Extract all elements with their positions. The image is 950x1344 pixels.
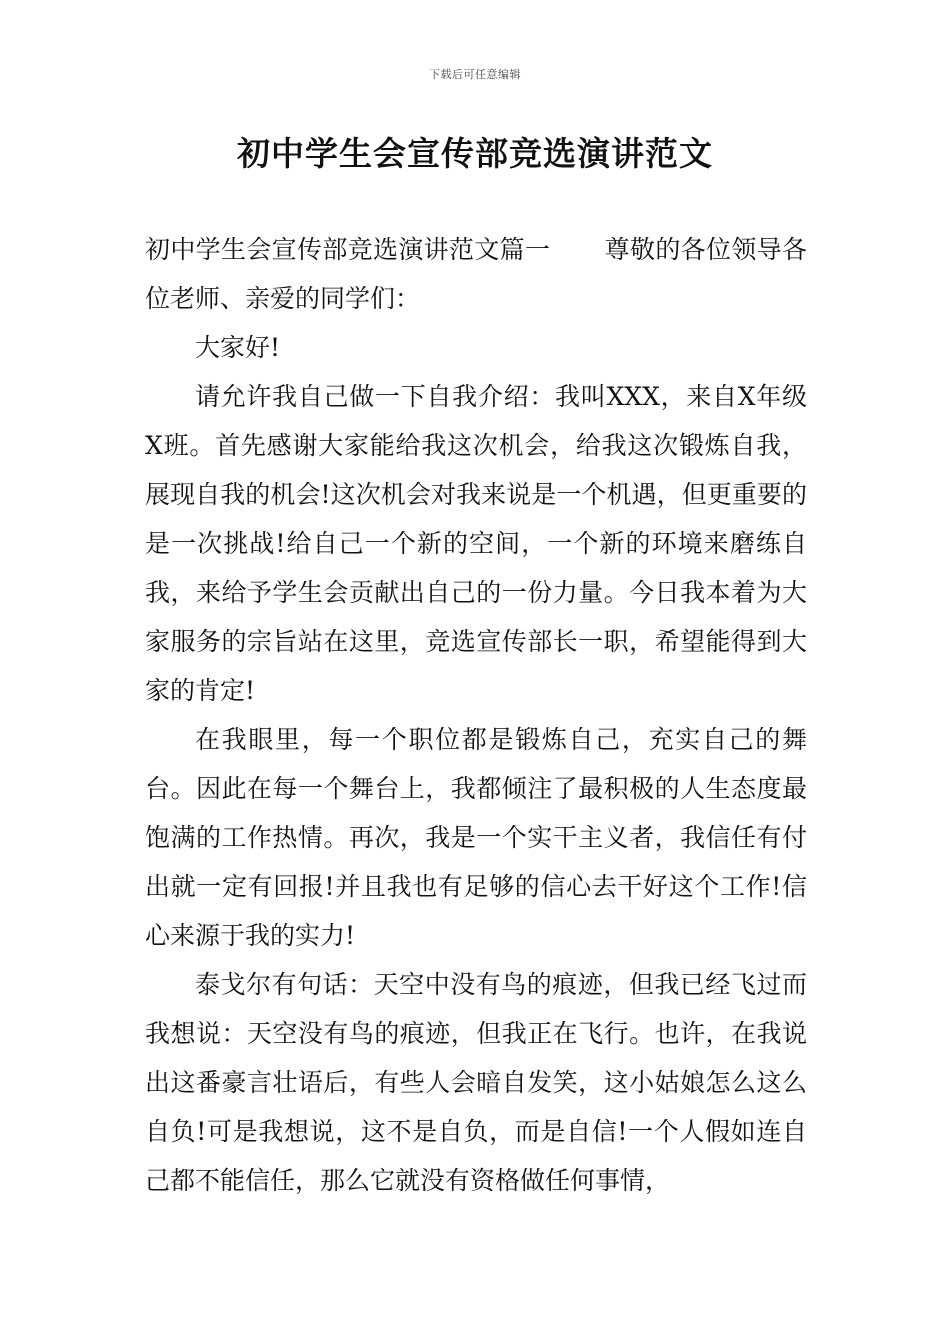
paragraph-confidence: 泰戈尔有句话：天空中没有鸟的痕迹，但我已经飞过而我想说：天空没有鸟的痕迹，但我正在飞行。也许，在我说出这番豪言壮语后，有些人会暗自发笑，这小姑娘怎么这么自负!可是我想说，这不是自负，而是自信!一个人假如连自己都不能信任，那么它就没有资格做任何事情， — [145, 970, 807, 1195]
document-title: 初中学生会宣传部竞选演讲范文 — [237, 134, 713, 173]
paragraph-motivation: 在我眼里，每一个职位都是锻炼自己，充实自己的舞台。因此在每一个舞台上，我都倾注了最积极的人生态度最饱满的工作热情。再次，我是一个实干主义者，我信任有付出就一定有回报!并且我也有足够的信心去干好这个工作!信心来源于我的实力! — [145, 725, 807, 950]
salutation-text: 尊敬的各位领导各位老师、亲爱的同学们： — [145, 235, 807, 313]
document-body — [145, 225, 807, 1205]
paragraph-greeting: 大家好! — [195, 333, 281, 362]
opening-line — [145, 225, 807, 323]
section-heading: 初中学生会宣传部竞选演讲范文篇一 — [145, 235, 551, 264]
paragraph-introduction: 请允许我自己做一下自我介绍：我叫XXX，来自X年级X班。首先感谢大家能给我这次机会，给我这次锻炼自我，展现自我的机会!这次机会对我来说是一个机遇，但更重要的是一次挑战!给自己一个新的空间，一个新的环境来磨练自我，来给予学生会贡献出自己的一份力量。今日我本着为大家服务的宗旨站在这里，竞选宣传部长一职，希望能得到大家的肯定! — [145, 382, 807, 705]
header-note: 下载后可任意编辑 — [429, 68, 521, 81]
